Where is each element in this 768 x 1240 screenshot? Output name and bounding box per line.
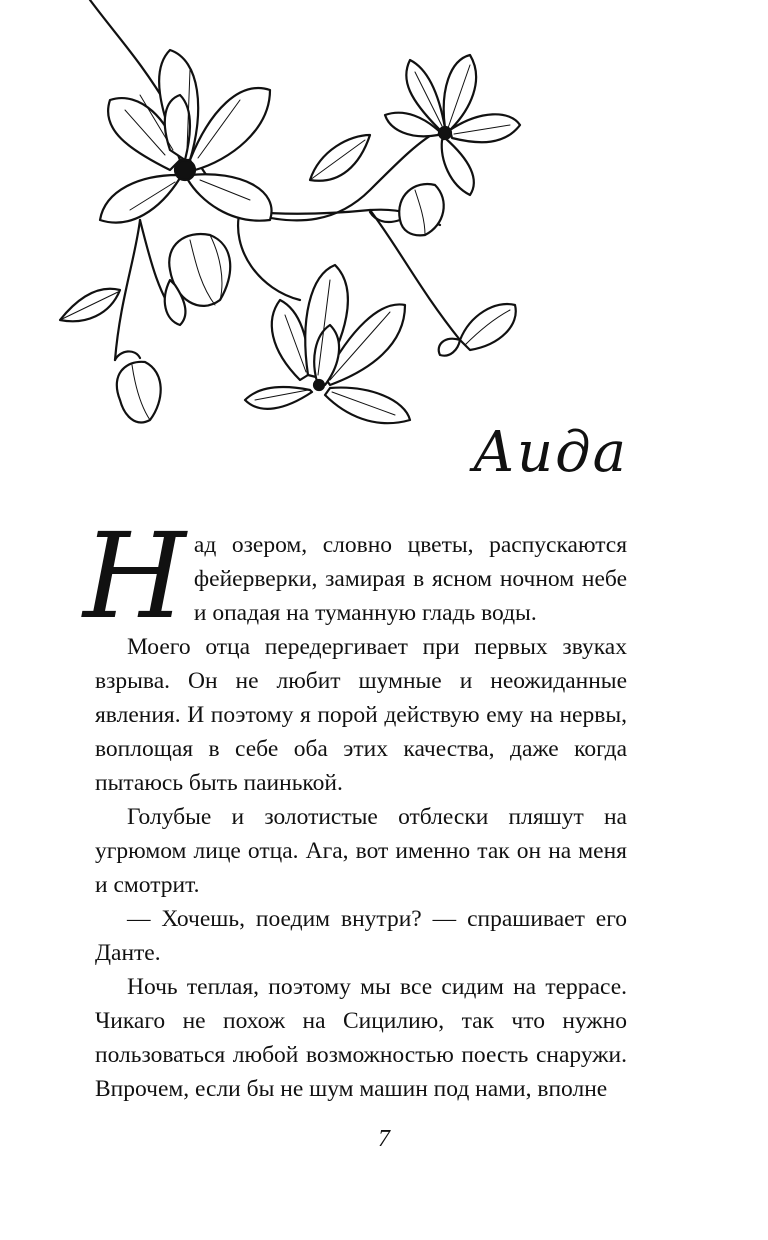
paragraph: Ночь теплая, поэтому мы все сидим на террасе. Чикаго не похож на Сицилию, так что нужно пользоваться любой возможностью поесть снаружи. Впрочем, если бы не шум машин под нами, вполне (95, 974, 627, 1102)
paragraph: — Хочешь, поедим внутри? — спрашивает его Данте. (95, 906, 627, 966)
chapter-title: Аида (472, 420, 628, 485)
magnolia-branch-icon (40, 0, 550, 450)
bud-right-small (439, 304, 516, 356)
flower-large-left (100, 50, 272, 223)
chapter-body (83, 507, 627, 1106)
flower-large-center (245, 265, 410, 423)
paragraph-first (83, 507, 627, 645)
flower-top-right (385, 55, 520, 195)
bud-left (165, 234, 230, 325)
bud-bottom-left (115, 351, 161, 422)
paragraph: Моего отца передергивает при первых звуках взрыва. Он не любит шумные и неожиданные явления. И поэтому я порой действую ему на нервы, воплощая в себе оба этих качества, даже когда пытаюсь быть паинькой. (95, 634, 627, 796)
page-number: 7 (378, 1126, 390, 1152)
drop-cap: Н (83, 507, 186, 645)
paragraph: Голубые и золотистые отблески пляшут на угрюмом лице отца. Ага, вот именно так он на меня и смотрит. (95, 804, 627, 898)
paragraph-first-text: ад озером, словно цветы, распускаются фейерверки, замирая в ясном ночном небе и опадая на туманную гладь воды. (193, 532, 627, 626)
